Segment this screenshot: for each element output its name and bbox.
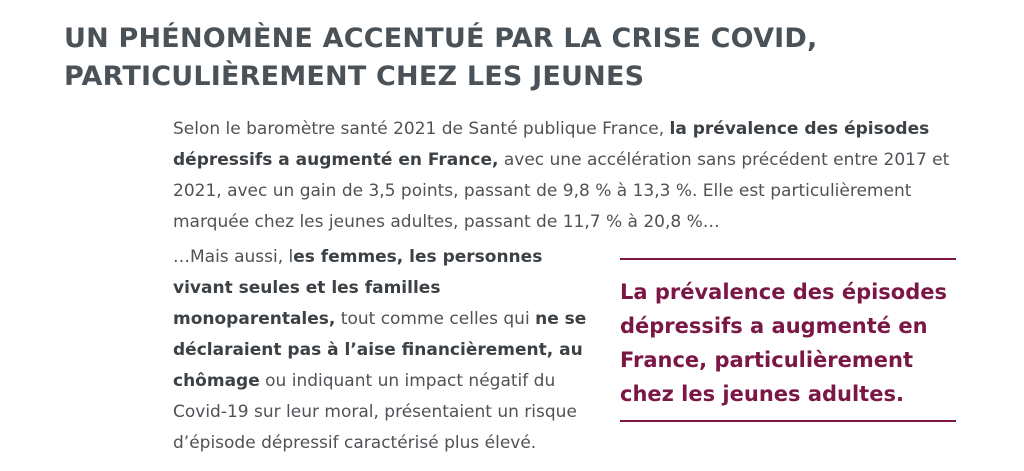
callout-box	[620, 258, 956, 422]
details-bold-text-2: ne se déclaraient pas à l’aise financièrement, au chômage	[173, 309, 587, 391]
intro-paragraph	[173, 114, 973, 238]
intro-text-2: avec une accélération sans précédent entre 2017 et 2021, avec un gain de 3,5 points, passant de 9,8 % à 13,3 %. Elle est particulièrement marquée chez les jeunes adultes, passant de 11,7 % à 20,8 %…	[173, 150, 950, 232]
details-text-1: …Mais aussi, l	[173, 247, 294, 267]
details-paragraph	[173, 242, 598, 459]
callout-text: La prévalence des épisodes dépressifs a augmenté en France, particulièrement chez les jeunes adultes.	[620, 280, 948, 406]
page-title-line-2: PARTICULIÈREMENT CHEZ LES JEUNES	[64, 61, 645, 92]
details-bold-text-1: es femmes, les personnes vivant seules et les familles monoparentales,	[173, 247, 543, 329]
intro-text-1: Selon le baromètre santé 2021 de Santé publique France,	[173, 119, 670, 139]
details-text-3: ou indiquant un impact négatif du Covid-19 sur leur moral, présentaient un risque d’épisode dépressif caractérisé plus élevé.	[173, 371, 577, 453]
page-title-line-1: UN PHÉNOMÈNE ACCENTUÉ PAR LA CRISE COVID,	[64, 23, 818, 54]
intro-bold-text: la prévalence des épisodes dépressifs a augmenté en France,	[173, 119, 930, 170]
page-title	[64, 20, 994, 96]
details-text-2: tout comme celles qui	[335, 309, 536, 329]
